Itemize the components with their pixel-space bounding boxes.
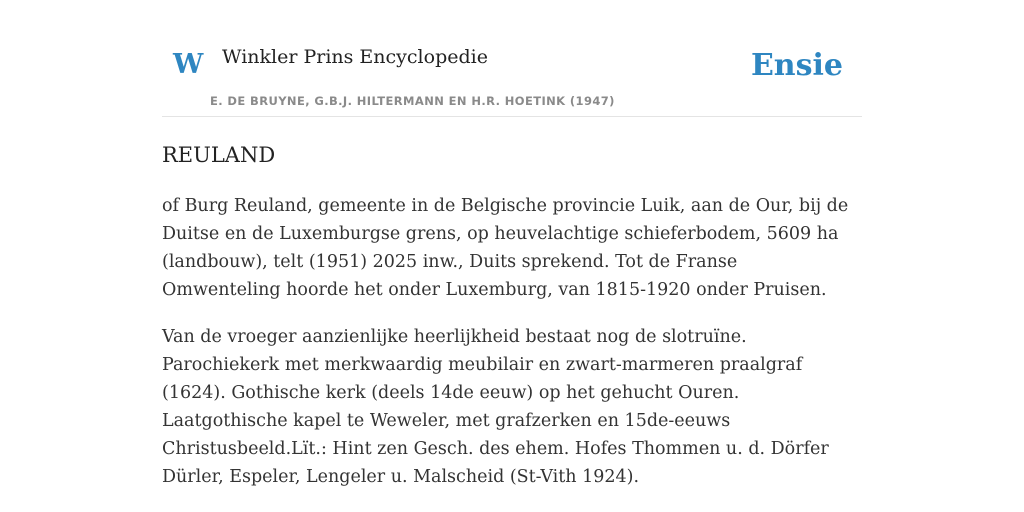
source-authors: E. DE BRUYNE, G.B.J. HILTERMANN EN H.R. HOETINK (1947) — [210, 94, 615, 108]
article-paragraph: Van de vroeger aanzienlijke heerlijkheid bestaat nog de slotruïne. Parochiekerk met merkwaardig meubilair en zwart-marmeren praalgraf (1624). Gothische kerk (deels 14de eeuw) op het gehucht Ouren. Laatgothische kapel te Weweler, met grafzerken en 15de-eeuws Christusbeeld.Lït.: Hint zen Gesch. des ehem. Hofes Thommen u. d. Dörfer Dürler, Espeler, Lengeler u. Malscheid (St-Vith 1924). — [162, 327, 829, 487]
ensie-logo-link[interactable]: Ensie — [750, 48, 843, 83]
article — [162, 140, 852, 510]
article-paragraph: of Burg Reuland, gemeente in de Belgische provincie Luik, aan de Our, bij de Duitse en de Luxemburgse grens, op heuvelachtige schieferbodem, 5609 ha (landbouw), telt (1951) 2025 inw., Duits sprekend. Tot de Franse Omwenteling hoorde het onder Luxemburg, van 1815-1920 onder Pruisen. — [162, 196, 849, 300]
winkler-prins-logo[interactable]: W — [173, 49, 204, 80]
source-title-link[interactable]: Winkler Prins Encyclopedie — [222, 46, 488, 68]
header — [162, 36, 862, 117]
article-title: REULAND — [162, 143, 276, 167]
